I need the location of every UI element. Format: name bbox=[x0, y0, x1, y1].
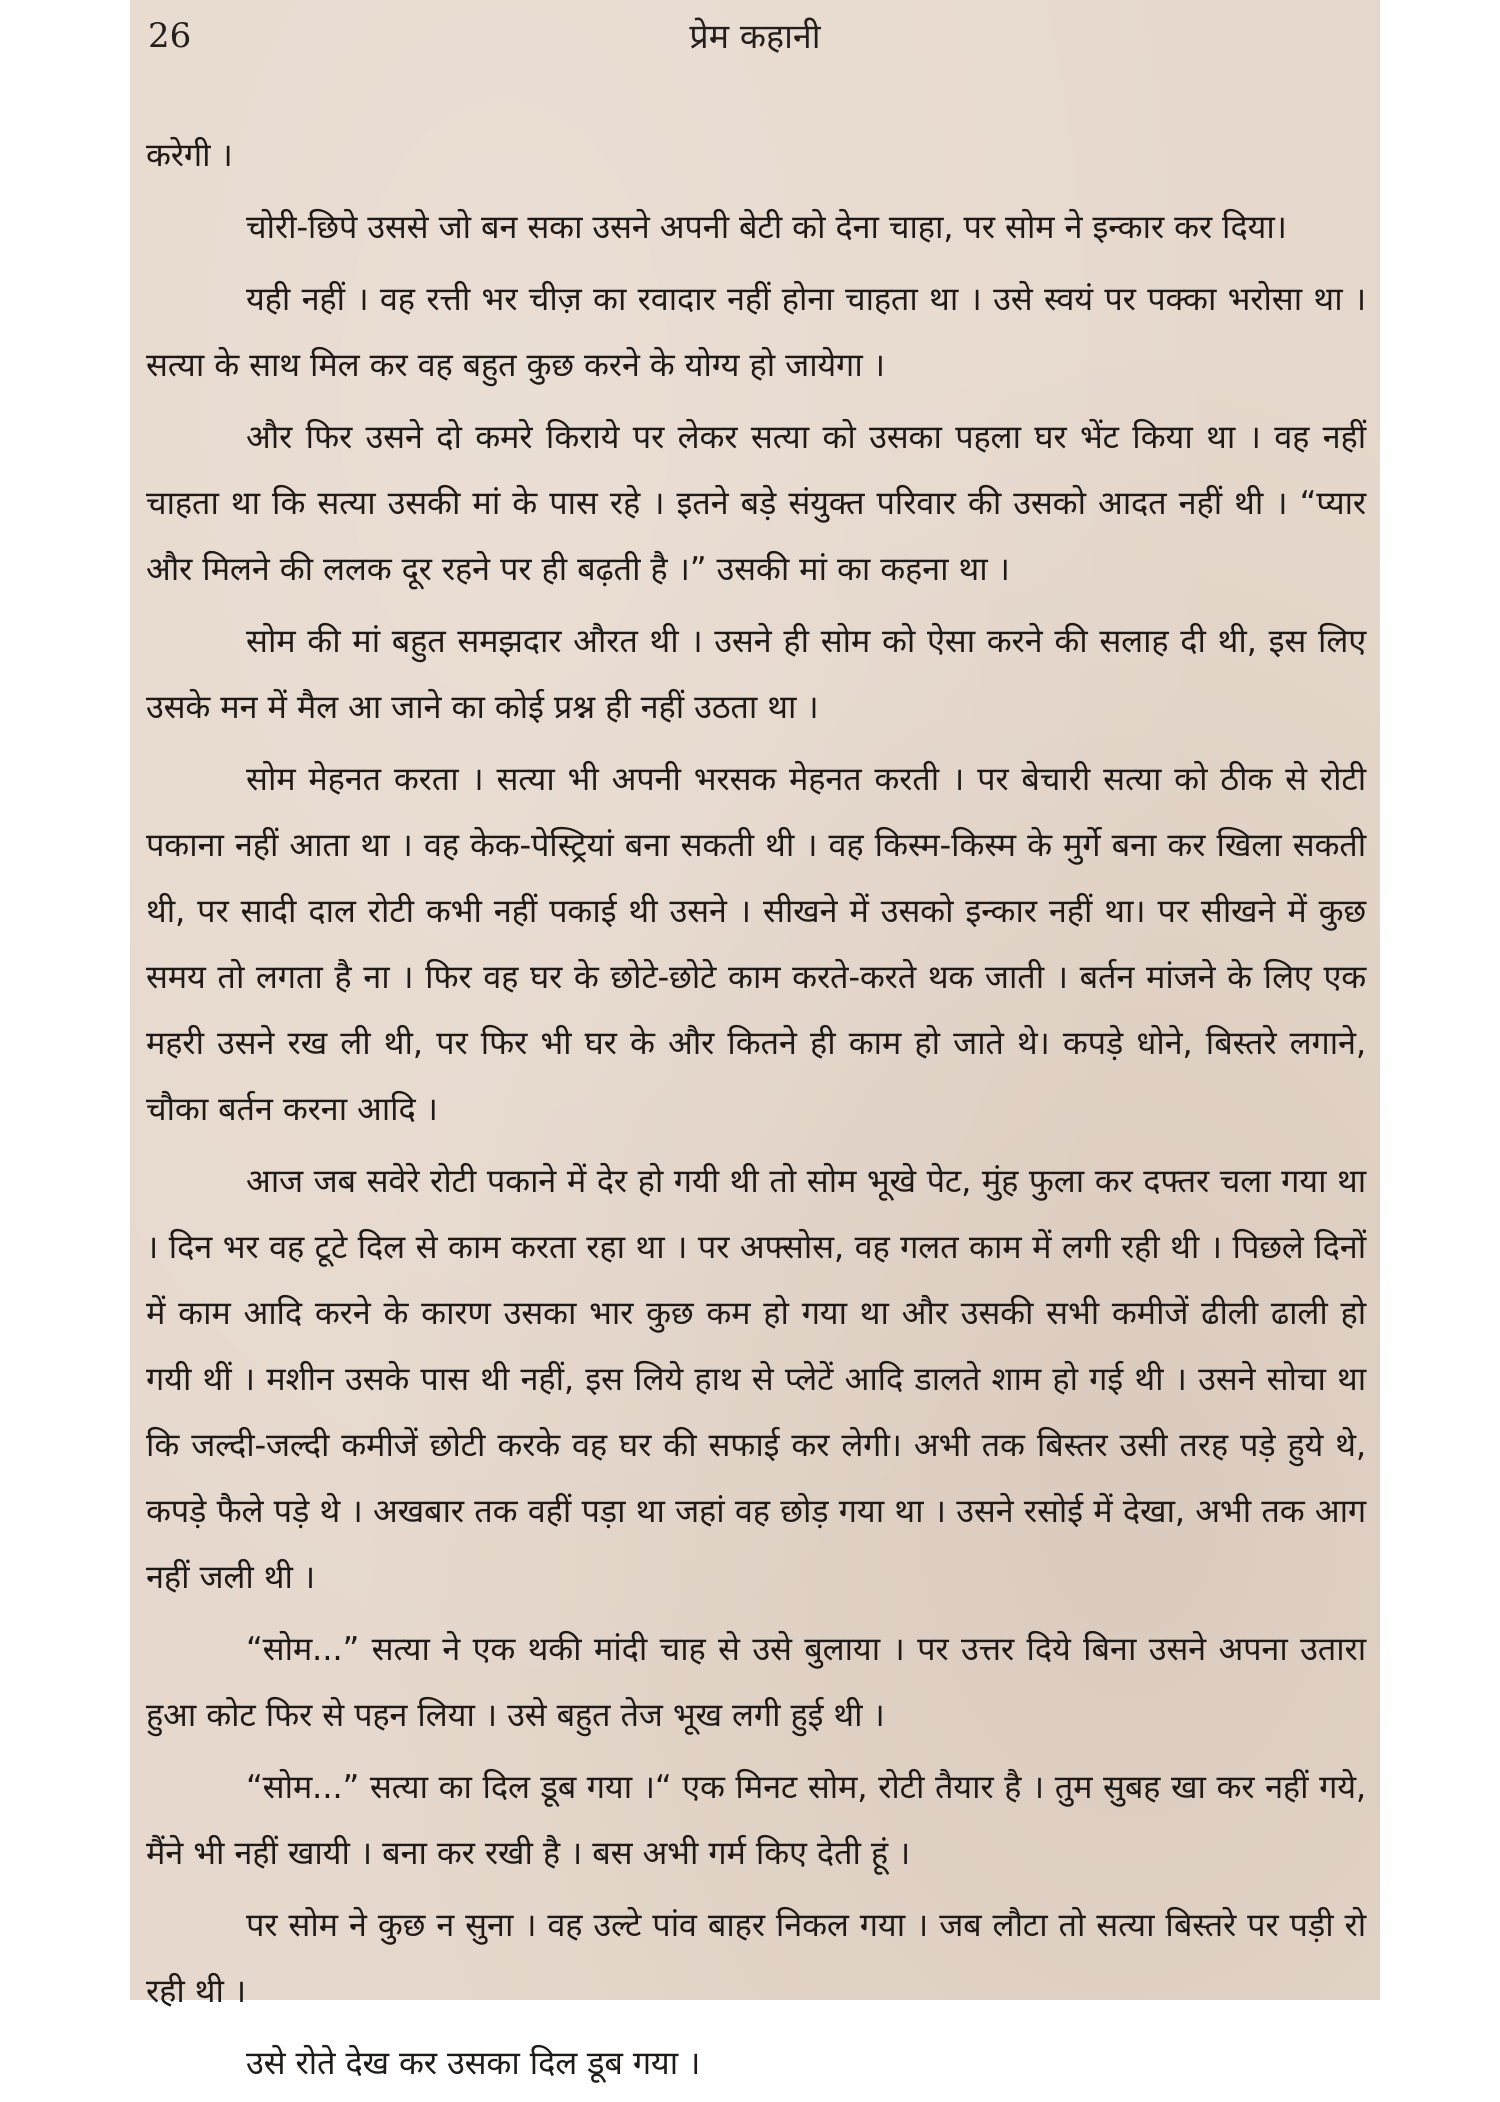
paragraph: उसे रोते देख कर उसका दिल डूब गया । bbox=[246, 2044, 701, 2082]
body-text bbox=[146, 122, 1366, 2102]
paragraph: चोरी-छिपे उससे जो बन सका उसने अपनी बेटी को देना चाहा, पर सोम ने इन्कार कर दिया। bbox=[246, 208, 1287, 246]
paragraph: यही नहीं । वह रत्ती भर चीज़ का रवादार नहीं होना चाहता था । उसे स्वयं पर पक्का भरोसा था । सत्या के साथ मिल कर वह बहुत कुछ करने के योग्य हो जायेगा । bbox=[146, 280, 1366, 384]
book-page bbox=[130, 0, 1380, 2082]
running-title: प्रेम कहानी bbox=[689, 17, 821, 57]
paragraph: सोम मेहनत करता । सत्या भी अपनी भरसक मेहनत करती । पर बेचारी सत्या को ठीक से रोटी पकाना नहीं आता था । वह केक-पेस्ट्रियां बना सकती थी । वह किस्म-किस्म के मुर्गे बना कर खिला सकती थी, पर सादी दाल रोटी कभी नहीं पकाई थी उसने । सीखने में उसको इन्कार नहीं था। पर सीखने में कुछ समय तो लगता है ना । फिर वह घर के छोटे-छोटे काम करते-करते थक जाती । बर्तन मांजने के लिए एक महरी उसने रख ली थी, पर फिर भी घर के और कितने ही काम हो जाते थे। कपड़े धोने, बिस्तरे लगाने, चौका बर्तन करना आदि । bbox=[146, 760, 1366, 1128]
paragraph: “सोम...” सत्या ने एक थकी मांदी चाह से उसे बुलाया । पर उत्तर दिये बिना उसने अपना उतारा हुआ कोट फिर से पहन लिया । उसे बहुत तेज भूख लगी हुई थी । bbox=[146, 1630, 1366, 1734]
paragraph: सोम की मां बहुत समझदार औरत थी । उसने ही सोम को ऐसा करने की सलाह दी थी, इस लिए उसके मन में मैल आ जाने का कोई प्रश्न ही नहीं उठता था । bbox=[146, 622, 1366, 726]
paragraph: और फिर उसने दो कमरे किराये पर लेकर सत्या को उसका पहला घर भेंट किया था । वह नहीं चाहता था कि सत्या उसकी मां के पास रहे । इतने बड़े संयुक्त परिवार की उसको आदत नहीं थी । “प्यार और मिलने की ललक दूर रहने पर ही बढ़ती है ।” उसकी मां का कहना था । bbox=[146, 418, 1366, 588]
paragraph: पर सोम ने कुछ न सुना । वह उल्टे पांव बाहर निकल गया । जब लौटा तो सत्या बिस्तरे पर पड़ी रो रही थी । bbox=[146, 1906, 1367, 2010]
paragraph: “सोम...” सत्या का दिल डूब गया ।“ एक मिनट सोम, रोटी तैयार है । तुम सुबह खा कर नहीं गये, मैंने भी नहीं खायी । बना कर रखी है । बस अभी गर्म किए देती हूं । bbox=[146, 1768, 1366, 1872]
page-number: 26 bbox=[148, 16, 192, 56]
paragraph: आज जब सवेरे रोटी पकाने में देर हो गयी थी तो सोम भूखे पेट, मुंह फुला कर दफ्तर चला गया था । दिन भर वह टूटे दिल से काम करता रहा था । पर अफ्सोस, वह गलत काम में लगी रही थी । पिछले दिनों में काम आदि करने के कारण उसका भार कुछ कम हो गया था और उसकी सभी कमीजें ढीली ढाली हो गयी थीं । मशीन उसके पास थी नहीं, इस लिये हाथ से प्लेटें आदि डालते शाम हो गई थी । उसने सोचा था कि जल्दी-जल्दी कमीजें छोटी करके वह घर की सफाई कर लेगी। अभी तक बिस्तर उसी तरह पड़े हुये थे, कपड़े फैले पड़े थे । अखबार तक वहीं पड़ा था जहां वह छोड़ गया था । उसने रसोई में देखा, अभी तक आग नहीं जली थी । bbox=[146, 1162, 1366, 1596]
paragraph-continuation: करेगी । bbox=[146, 136, 233, 174]
